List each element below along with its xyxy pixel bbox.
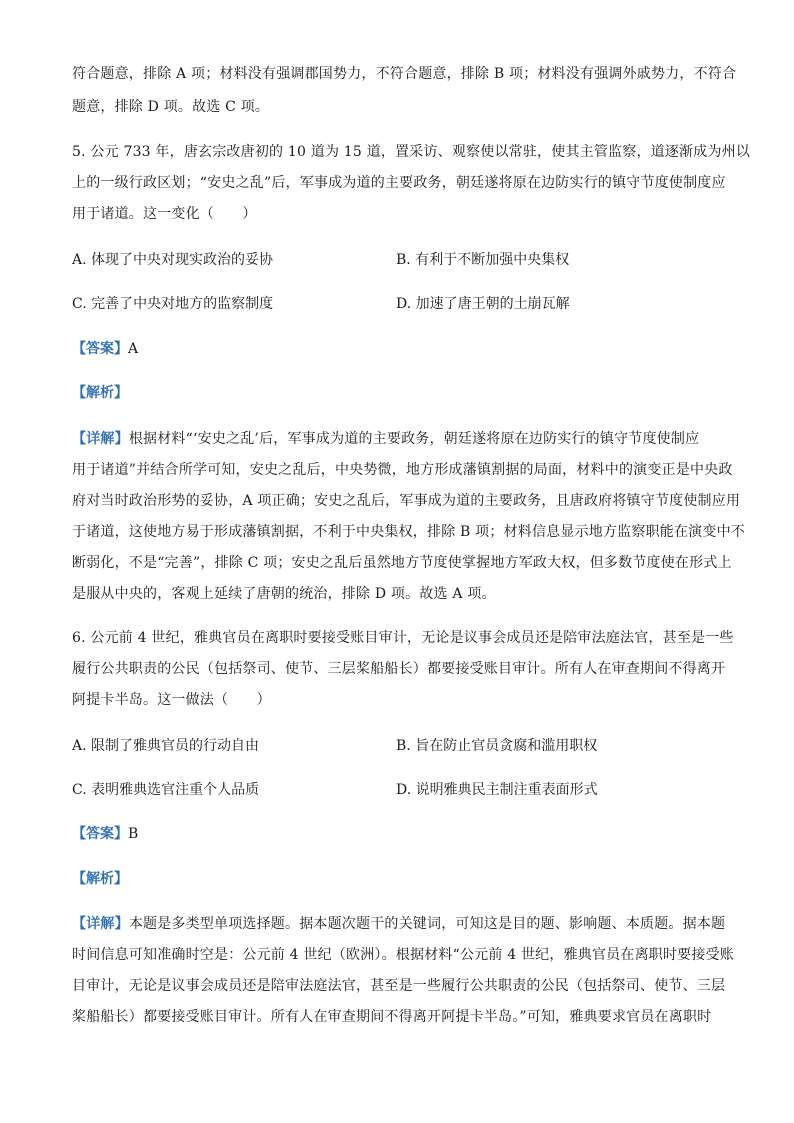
q6-option-a: A. 限制了雅典官员的行动自由	[72, 738, 260, 754]
q6-detail-line-3: 目审计，无论是议事会成员还是陪审法庭法官，甚至是一些履行公共职责的公民（包括祭司、使节、三层	[72, 978, 726, 994]
q5-analysis-label: 【解析】	[72, 385, 128, 401]
q6-detail-line-1	[72, 914, 724, 934]
q5-answer-label: 【答案】	[72, 341, 128, 357]
q5-detail-line-5: 断弱化，不是“完善”，排除 C 项；安史之乱后虽然地方节度使掌握地方军政大权，但多数节度使在形式上	[72, 555, 732, 571]
q5-stem-line-2: 上的一级行政区划；“安史之乱”后，军事成为道的主要政务，朝廷遂将原在边防实行的镇守节度使制度应	[72, 175, 726, 191]
q5-detail-line-4: 于诸道，这使地方易于形成藩镇割据，不利于中央集权，排除 B 项；材料信息显示地方监察职能在演变中不	[72, 524, 745, 540]
q5-stem-line-3: 用于诸道。这一变化（ ）	[72, 206, 257, 222]
q6-detail-line-4: 桨船船长）都要接受账目审计。所有人在审查期间不得离开阿提卡半岛。”可知，雅典要求官员在离职时	[72, 1009, 712, 1025]
q5-option-a: A. 体现了中央对现实政治的妥协	[72, 252, 274, 268]
q6-detail-label: 【详解】	[72, 916, 129, 932]
q5-detail-line-6: 是服从中央的，客观上延续了唐朝的统治，排除 D 项。故选 A 项。	[72, 586, 496, 602]
q5-answer	[72, 339, 138, 359]
q5-detail-line-1	[72, 429, 724, 449]
q6-analysis-label: 【解析】	[72, 871, 128, 887]
q6-answer-value: B	[128, 826, 139, 842]
q5-detail-line-3: 府对当时政治形势的妥协，A 项正确；安史之乱后，军事成为道的主要政务，且唐政府将镇守节度使制应用	[72, 493, 741, 509]
q5-option-d: D. 加速了唐王朝的土崩瓦解	[396, 296, 570, 312]
q6-option-b: B. 旨在防止官员贪腐和滥用职权	[396, 738, 598, 754]
q6-stem-line-1: 6. 公元前 4 世纪，雅典官员在离职时要接受账目审计，无论是议事会成员还是陪审法庭法官，甚至是一些	[72, 630, 734, 646]
q6-stem-line-2: 履行公共职责的公民（包括祭司、使节、三层桨船船长）都要接受账目审计。所有人在审查期间不得离开	[72, 661, 726, 677]
q5-detail-label: 【详解】	[72, 431, 129, 447]
q5-option-c: C. 完善了中央对地方的监察制度	[72, 296, 274, 312]
prev-analysis-line-2: 题意，排除 D 项。故选 C 项。	[72, 99, 270, 115]
q5-stem-line-1: 5. 公元 733 年，唐玄宗改唐初的 10 道为 15 道，置采访、观察使以常驻，使其主管监察，道逐渐成为州以	[72, 144, 751, 160]
q6-detail-text-1: 本题是多类型单项选择题。据本题次题干的关键词，可知这是目的题、影响题、本质题。据本题	[128, 916, 726, 932]
q6-answer	[72, 824, 138, 844]
q5-option-b: B. 有利于不断加强中央集权	[396, 252, 570, 268]
q6-answer-label: 【答案】	[72, 826, 128, 842]
q5-detail-text-1: 根据材料“‘安史之乱’后，军事成为道的主要政务，朝廷遂将原在边防实行的镇守节度使制应	[128, 431, 700, 447]
q6-stem-line-3: 阿提卡半岛。这一做法（ ）	[72, 692, 271, 708]
q5-answer-value: A	[128, 341, 139, 357]
q5-detail-line-2: 用于诸道”并结合所学可知，安史之乱后，中央势微，地方形成藩镇割据的局面，材料中的演变正是中央政	[72, 462, 733, 478]
q6-detail-line-2: 时间信息可知准确时空是：公元前 4 世纪（欧洲）。根据材料“公元前 4 世纪，雅典官员在离职时要接受账	[72, 947, 734, 963]
q6-option-d: D. 说明雅典民主制注重表面形式	[396, 782, 598, 798]
q6-option-c: C. 表明雅典选官注重个人品质	[72, 782, 260, 798]
prev-analysis-line-1: 符合题意，排除 A 项；材料没有强调郡国势力，不符合题意，排除 B 项；材料没有强调外戚势力，不符合	[72, 66, 737, 82]
